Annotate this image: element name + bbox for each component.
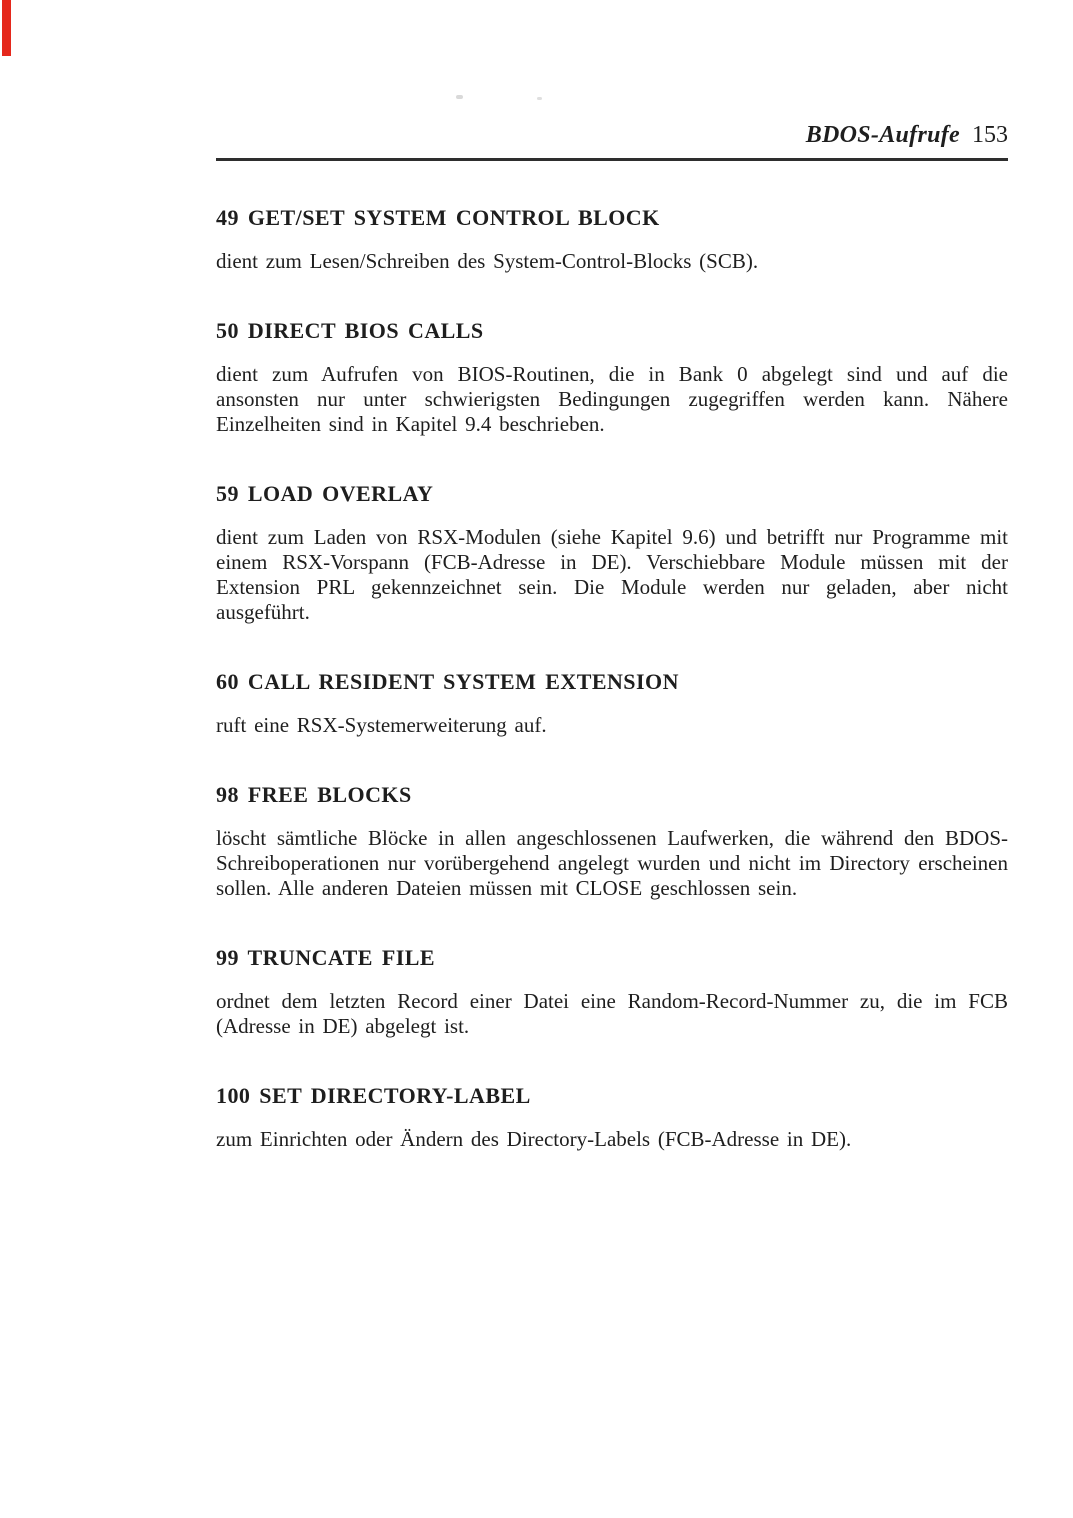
- section-heading: 100 SET DIRECTORY-LABEL: [216, 1083, 531, 1108]
- section-60: [216, 669, 1008, 738]
- section-body: löscht sämtliche Blöcke in allen angeschlossenen Laufwerken, die während den BDOS-Schreiboperationen nur vorübergehend angelegt wurden und nicht im Directory erscheinen sollen. Alle anderen Dateien müssen mit CLOSE geschlossen sein.: [216, 826, 1008, 900]
- section-heading: 98 FREE BLOCKS: [216, 782, 412, 807]
- running-header: [216, 121, 1008, 149]
- section-49: [216, 205, 1008, 274]
- running-header-title: BDOS-Aufrufe: [805, 122, 960, 148]
- bookmark-stripe: [2, 0, 11, 56]
- section-body: ordnet dem letzten Record einer Datei eine Random-Record-Nummer zu, die im FCB (Adresse in DE) abgelegt ist.: [216, 989, 1008, 1038]
- header-rule: [216, 158, 1008, 161]
- section-heading: 60 CALL RESIDENT SYSTEM EXTENSION: [216, 669, 679, 694]
- section-59: [216, 481, 1008, 625]
- section-50: [216, 318, 1008, 437]
- section-body: ruft eine RSX-Systemerweiterung auf.: [216, 713, 547, 737]
- section-99: [216, 945, 1008, 1039]
- section-100: [216, 1083, 1008, 1152]
- scanned-page: [216, 0, 1008, 1152]
- section-body: dient zum Aufrufen von BIOS-Routinen, die in Bank 0 abgelegt sind und auf die ansonsten nur unter schwierigsten Bedingungen zugegriffen werden kann. Nähere Einzelheiten sind in Kapitel 9.4 beschrieben.: [216, 362, 1008, 436]
- section-body: dient zum Lesen/Schreiben des System-Control-Blocks (SCB).: [216, 249, 759, 273]
- section-heading: 49 GET/SET SYSTEM CONTROL BLOCK: [216, 205, 660, 230]
- section-heading: 50 DIRECT BIOS CALLS: [216, 318, 484, 343]
- section-body: dient zum Laden von RSX-Modulen (siehe Kapitel 9.6) und betrifft nur Programme mit einem RSX-Vorspann (FCB-Adresse in DE). Verschiebbare Module müssen mit der Extension PRL gekennzeichnet sein. Die Module werden nur geladen, aber nicht ausgeführt.: [216, 525, 1008, 624]
- section-heading: 59 LOAD OVERLAY: [216, 481, 434, 506]
- section-heading: 99 TRUNCATE FILE: [216, 945, 435, 970]
- section-98: [216, 782, 1008, 901]
- page-number: 153: [972, 122, 1008, 148]
- section-body: zum Einrichten oder Ändern des Directory-Labels (FCB-Adresse in DE).: [216, 1127, 852, 1151]
